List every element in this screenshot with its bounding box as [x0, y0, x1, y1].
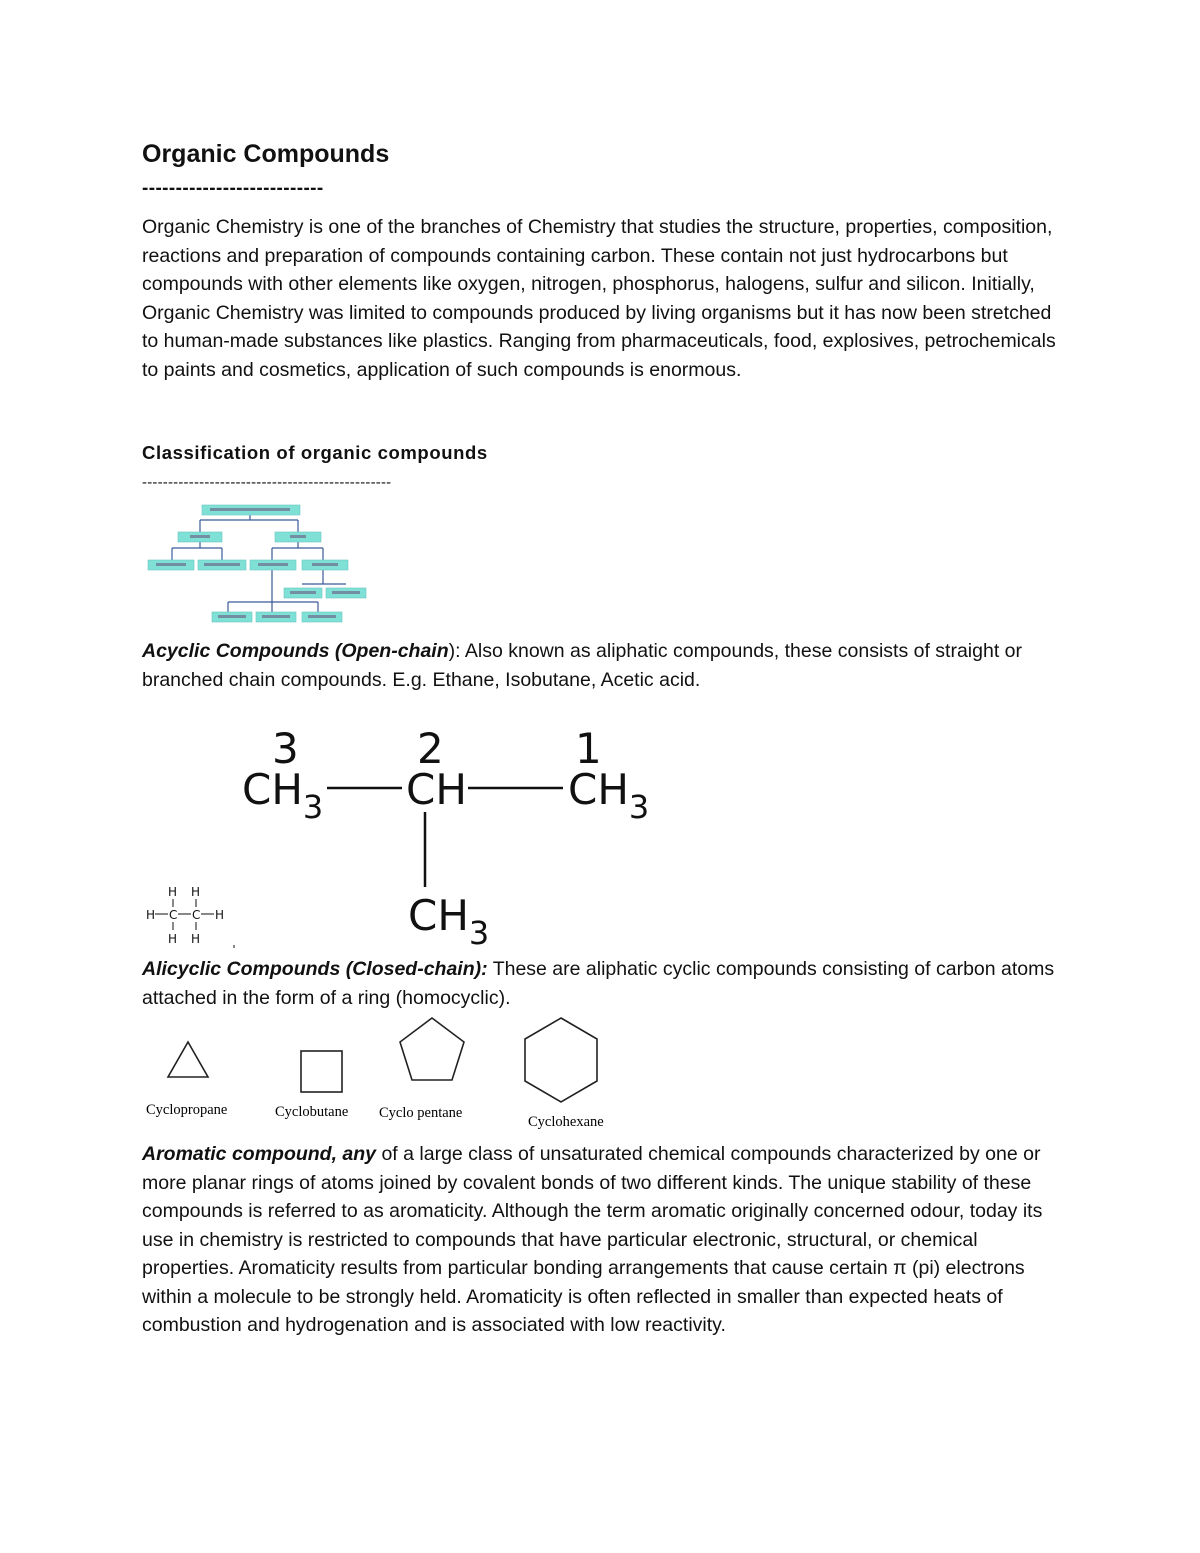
cyclopentane-label: Cyclo pentane: [379, 1105, 463, 1121]
ch3-left: $CH_3$: [242, 765, 324, 826]
cyclopropane-triangle: [168, 1042, 208, 1077]
ch3-right: $CH_3$: [568, 765, 650, 826]
classification-rule: ------------------------------------------------: [142, 474, 392, 491]
carbon-number-3: 3: [272, 724, 299, 773]
cycloalkane-shapes: [140, 1010, 640, 1132]
alicyclic-paragraph: [142, 955, 1067, 1012]
svg-text:C: C: [192, 908, 201, 922]
cyclopropane-label: Cyclopropane: [146, 1102, 228, 1118]
cyclopentane-pentagon: [400, 1018, 464, 1080]
alicyclic-term: Alicyclic Compounds (Closed-chain):: [142, 958, 488, 980]
classification-heading: Classification of organic compounds: [142, 442, 488, 463]
cyclohexane-label: Cyclohexane: [528, 1114, 604, 1130]
acyclic-term: Acyclic Compounds (Open-chain: [142, 640, 449, 662]
alicyclic-description: These are aliphatic cyclic compounds consisting of carbon atoms attached in the form of a ring (homocyclic).: [142, 958, 1055, 1009]
acyclic-paragraph: [142, 637, 1067, 694]
ethane-structure: [142, 884, 242, 952]
svg-text:H: H: [191, 932, 201, 946]
svg-text:H: H: [215, 908, 225, 922]
svg-text:H: H: [191, 885, 201, 899]
title-rule: ---------------------------: [142, 178, 324, 199]
cyclohexane-hexagon: [525, 1018, 597, 1102]
classification-tree-diagram: [140, 498, 380, 630]
isobutane-structure: [230, 715, 670, 955]
page-title: Organic Compounds: [142, 140, 390, 168]
intro-paragraph: Organic Chemistry is one of the branches of Chemistry that studies the structure, properties, composition, reactions and preparation of compounds containing carbon. These contain not just hydrocarbons but compounds with other elements like oxygen, nitrogen, phosphorus, halogens, sulfur and silicon. Initially, Organic Chemistry was limited to compounds produced by living organisms but it has now been stretched to human-made substances like plastics. Ranging from pharmaceuticals, food, explosives, petrochemicals to paints and cosmetics, application of such compounds is enormous.: [142, 216, 1056, 381]
svg-text:H: H: [146, 908, 156, 922]
carbon-number-1: 1: [575, 724, 602, 773]
carbon-number-2: 2: [417, 724, 444, 773]
ch3-bottom: $CH_3$: [408, 891, 490, 952]
svg-text:H: H: [168, 932, 178, 946]
ch-center: CH: [406, 765, 467, 814]
acyclic-description: ): Also known as aliphatic compounds, these consists of straight or branched chain compounds. E.g. Ethane, Isobutane, Acetic acid.: [142, 640, 1022, 691]
svg-text:H: H: [168, 885, 178, 899]
svg-text:C: C: [169, 908, 178, 922]
cyclobutane-label: Cyclobutane: [275, 1104, 349, 1120]
aromatic-description: of a large class of unsaturated chemical compounds characterized by one or more planar rings of atoms joined by covalent bonds of two different kinds. The unique stability of these compounds is referred to as aromaticity. Although the term aromatic originally concerned odour, today its use in chemistry is restricted to compounds that have particular electronic, structural, or chemical properties. Aromaticity results from particular bonding arrangements that cause certain π (pi) electrons within a molecule to be strongly held. Aromaticity is often reflected in smaller than expected heats of combustion and hydrogenation and is associated with low reactivity.: [142, 1143, 1043, 1336]
cyclobutane-square: [301, 1051, 342, 1092]
aromatic-paragraph: [142, 1140, 1067, 1340]
aromatic-term: Aromatic compound, any: [142, 1143, 377, 1165]
